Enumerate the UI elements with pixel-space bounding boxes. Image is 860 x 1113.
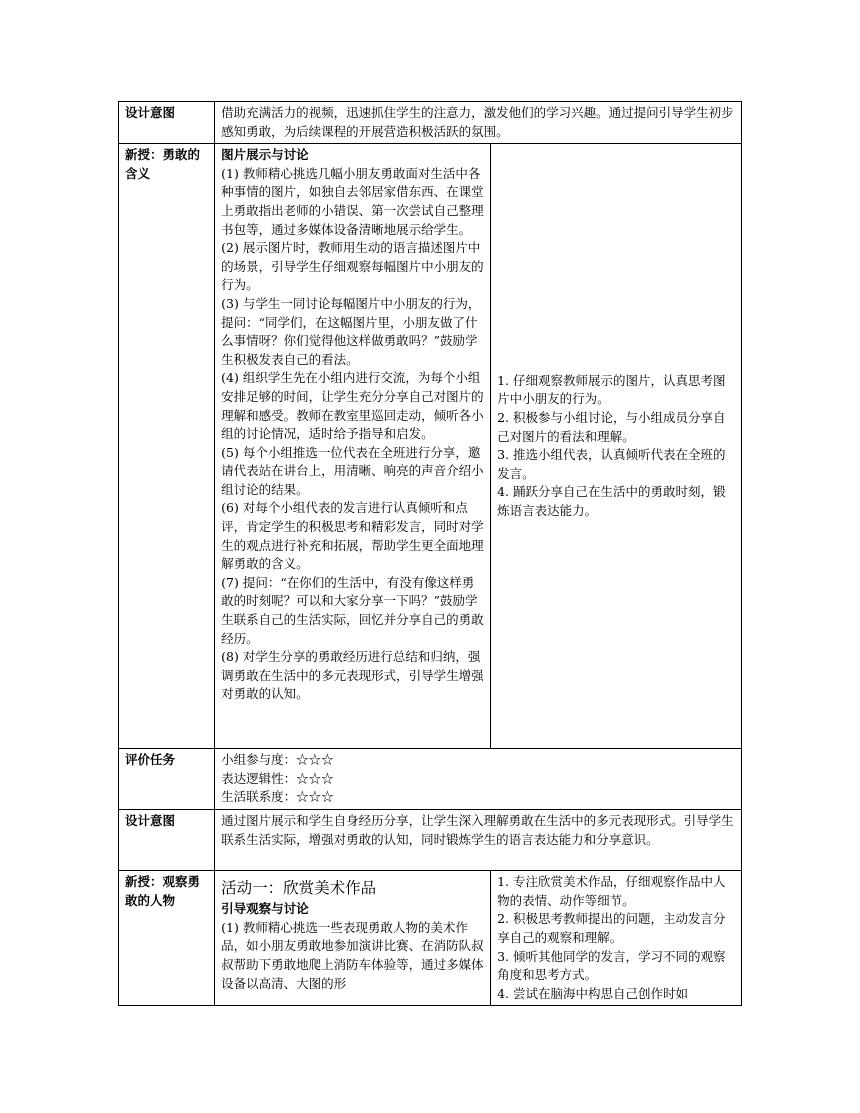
lesson-plan-table [118, 101, 742, 1006]
design-intent-text-1: 借助充满活力的视频，迅速抓住学生的注意力，激发他们的学习兴趣。通过提问引导学生初步感知勇敢，为后续课程的开展营造积极活跃的氛围。 [215, 102, 742, 144]
meaning-student-step: 4. 踊跃分享自己在生活中的勇敢时刻，锻炼语言表达能力。 [497, 484, 726, 518]
observe-student-step: 1. 专注欣赏美术作品，仔细观察作品中人物的表情、动作等细节。 [497, 874, 726, 908]
evaluation-item: 生活联系度：☆☆☆ [221, 789, 334, 805]
design-intent-label-2: 设计意图 [119, 810, 215, 871]
evaluation-cell [215, 749, 742, 810]
design-intent-label-1: 设计意图 [119, 102, 215, 144]
observe-teacher-step: (1) 教师精心挑选一些表现勇敢人物的美术作品，如小朋友勇敢地参加演讲比赛、在消防队叔叔帮助下勇敢地爬上消防车体验等，通过多媒体设备以高清、大图的形 [221, 919, 484, 991]
meaning-subhead: 图片展示与讨论 [221, 147, 309, 163]
meaning-student-step: 2. 积极参与小组讨论，与小组成员分享自己对图片的看法和理解。 [497, 410, 726, 444]
observe-teacher-cell [215, 871, 491, 1006]
meaning-teacher-cell [215, 144, 491, 749]
meaning-teacher-step: (5) 每个小组推选一位代表在全班进行分享，邀请代表站在讲台上，用清晰、响亮的声音介绍小组讨论的结果。 [221, 444, 484, 497]
observe-student-cell [491, 871, 742, 1006]
meaning-teacher-step: (7) 提问：“在你们的生活中，有没有像这样勇敢的时刻呢？可以和大家分享一下吗？”鼓励学生联系自己的生活实际，回忆并分享自己的勇敢经历。 [221, 574, 484, 646]
meaning-teacher-step: (2) 展示图片时，教师用生动的语言描述图片中的场景，引导学生仔细观察每幅图片中小朋友的行为。 [221, 240, 484, 293]
evaluation-item: 小组参与度：☆☆☆ [221, 752, 334, 768]
evaluation-label: 评价任务 [119, 749, 215, 810]
observe-subhead: 引导观察与讨论 [221, 901, 309, 917]
meaning-row [119, 144, 742, 749]
evaluation-row [119, 749, 742, 810]
design-intent-row-2 [119, 810, 742, 871]
meaning-teacher-step: (3) 与学生一同讨论每幅图片中小朋友的行为，提问：“同学们，在这幅图片里，小朋友做了什么事情呀？你们觉得他这样做勇敢吗？”鼓励学生积极发表自己的看法。 [221, 295, 481, 367]
meaning-teacher-step: (4) 组织学生先在小组内进行交流，为每个小组安排足够的时间，让学生充分分享自己对图片的理解和感受。教师在教室里巡回走动，倾听各小组的讨论情况，适时给予指导和启发。 [221, 370, 484, 442]
observe-student-step: 4. 尝试在脑海中构思自己创作时如 [497, 985, 688, 1001]
design-intent-row-1 [119, 102, 742, 144]
observe-row [119, 871, 742, 1006]
observe-student-step: 3. 倾听其他同学的发言，学习不同的观察角度和思考方式。 [497, 948, 726, 983]
meaning-label: 新授：勇敢的含义 [119, 144, 215, 749]
observe-student-step: 2. 积极思考教师提出的问题，主动发言分享自己的观察和理解。 [497, 911, 726, 945]
meaning-student-step: 3. 推选小组代表，认真倾听代表在全班的发言。 [497, 447, 726, 481]
meaning-teacher-step: (1) 教师精心挑选几幅小朋友勇敢面对生活中各种事情的图片，如独自去邻居家借东西、在课堂上勇敢指出老师的小错误、第一次尝试自己整理书包等，通过多媒体设备清晰地展示给学生。 [221, 165, 484, 237]
observe-activity-title: 活动一：欣赏美术作品 [221, 879, 377, 898]
observe-label: 新授：观察勇敢的人物 [119, 871, 215, 1006]
meaning-student-cell [491, 144, 742, 749]
meaning-teacher-step: (6) 对每个小组代表的发言进行认真倾听和点评，肯定学生的积极思考和精彩发言，同时对学生的观点进行补充和拓展，帮助学生更全面地理解勇敢的含义。 [221, 500, 484, 572]
design-intent-text-2: 通过图片展示和学生自身经历分享，让学生深入理解勇敢在生活中的多元表现形式。引导学生联系生活实际，增强对勇敢的认知，同时锻炼学生的语言表达能力和分享意识。 [215, 810, 742, 871]
evaluation-item: 表达逻辑性：☆☆☆ [221, 770, 334, 786]
meaning-teacher-step: (8) 对学生分享的勇敢经历进行总结和归纳，强调勇敢在生活中的多元表现形式，引导学生增强对勇敢的认知。 [221, 649, 484, 702]
meaning-student-step: 1. 仔细观察教师展示的图片，认真思考图片中小朋友的行为。 [497, 372, 726, 407]
